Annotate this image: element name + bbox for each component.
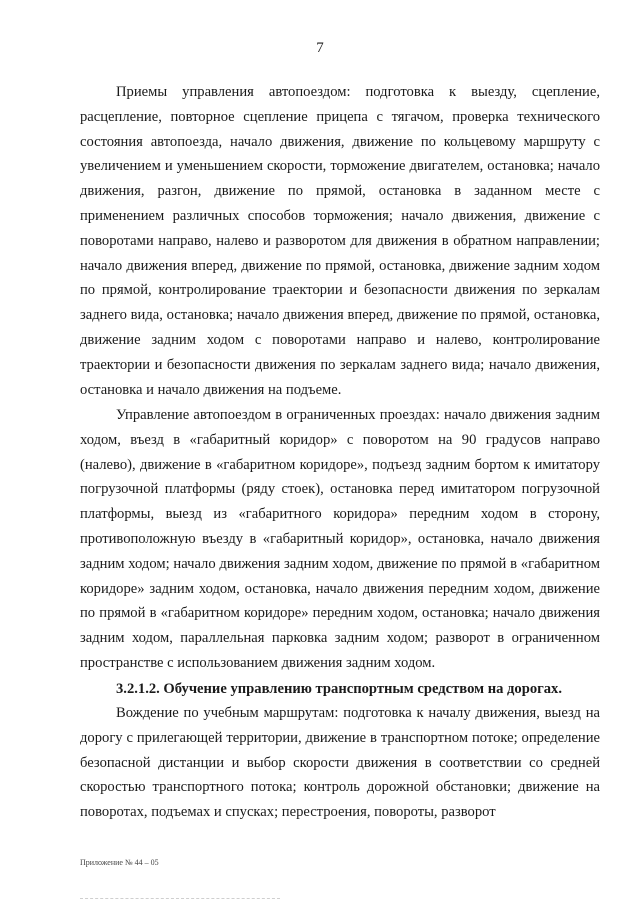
- scan-artifact-divider: [80, 898, 280, 900]
- footer-appendix-label: Приложение № 44 – 05: [80, 858, 159, 867]
- paragraph-training-routes: Вождение по учебным маршрутам: подготовка к началу движения, выезд на дорогу с прилегающей территории, движение в транспортном потоке; определение безопасной дистанции и выбор скорости движения в соответствии со средней скоростью транспортного потока; контроль дорожной обстановки; движение на поворотах, подъемах и спусках; перестроения, повороты, разворот: [80, 705, 600, 821]
- section-heading: 3.2.1.2. Обучение управлению транспортным средством на дорогах.: [116, 681, 563, 697]
- paragraph-road-train-control: Приемы управления автопоездом: подготовка к выезду, сцепление, расцепление, повторное сцепление прицепа с тягачом, проверка технического состояния автопоезда, начало движения, движение по кольцевому маршруту с увеличением и уменьшением скорости, торможение двигателем, остановка; начало движения, разгон, движение по прямой, остановка в заданном месте с применением различных способов торможения; начало движения, движение с поворотами направо, налево и разворотом для движения в обратном направлении; начало движения вперед, движение по прямой, остановка, движение задним ходом по прямой, контролирование траектории и безопасности движения по зеркалам заднего вида, остановка; начало движения вперед, движение по прямой, остановка, движение задним ходом с поворотами направо и налево, контролирование траектории и безопасности движения по зеркалам заднего вида; начало движения, остановка и начало движения на подъеме.: [80, 84, 600, 398]
- page-number: 7: [316, 40, 324, 56]
- paragraph-restricted-passages: Управление автопоездом в ограниченных проездах: начало движения задним ходом, въезд в «габаритный коридор» с поворотом на 90 градусов направо (налево), движение в «габаритном коридоре», подъезд задним бортом к имитатору погрузочной платформы (ряду стоек), остановка перед имитатором погрузочной платформы, выезд из «габаритного коридора» передним ходом в сторону, противоположную въезду в «габаритный коридор», остановка, начало движения задним ходом; начало движения задним ходом, движение по прямой в «габаритном коридоре» задним ходом, остановка, начало движения передним ходом, движение по прямой в «габаритном коридоре» передним ходом, остановка; начало движения задним ходом, параллельная парковка задним ходом; разворот в ограниченном пространстве с использованием движения задним ходом.: [80, 407, 600, 671]
